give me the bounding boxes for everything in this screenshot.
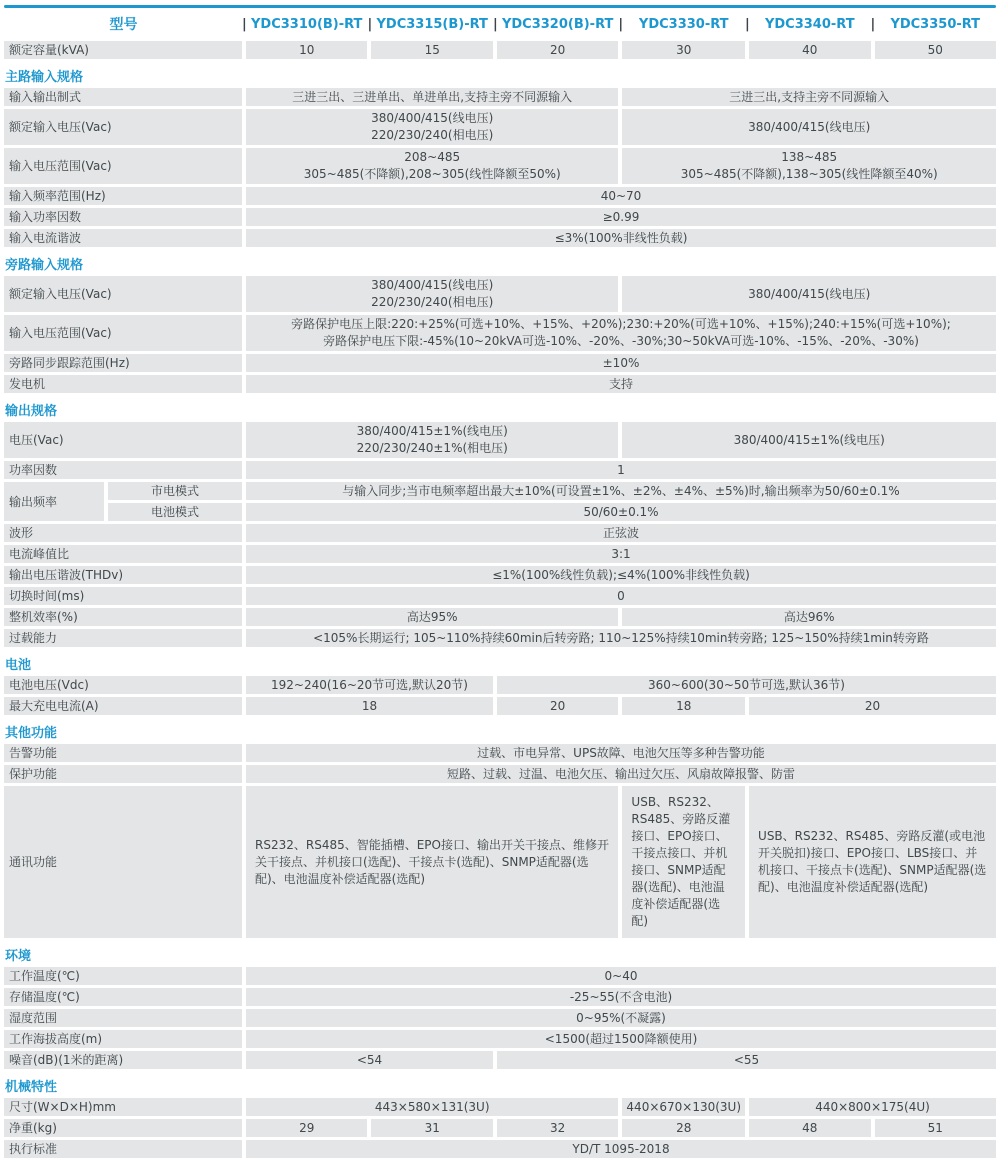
model-separator: | <box>492 17 498 32</box>
spec-value-cell: <1500(超过1500降额使用) <box>246 1030 996 1048</box>
spec-value-cell: 1 <box>246 461 996 479</box>
spec-value-cell: 28 <box>622 1119 745 1137</box>
spec-value-cell: 32 <box>497 1119 618 1137</box>
spec-value-cell: 0~95%(不凝露) <box>246 1009 996 1027</box>
spec-row-label: 净重(kg) <box>4 1119 242 1137</box>
model-separator: | <box>367 17 373 32</box>
model-header-cell <box>618 12 745 38</box>
spec-row-label: 工作温度(℃) <box>4 967 242 985</box>
spec-value-cell: 29 <box>246 1119 367 1137</box>
spec-row-label: 输入功率因数 <box>4 208 242 226</box>
spec-value-cell: YD/T 1095-2018 <box>246 1140 996 1158</box>
spec-row-label: 电池电压(Vdc) <box>4 676 242 694</box>
spec-value-cell: ≥0.99 <box>246 208 996 226</box>
spec-value-cell: 0~40 <box>246 967 996 985</box>
model-header-cell <box>745 12 870 38</box>
spec-value-cell: 40 <box>749 41 870 59</box>
spec-row-label: 噪音(dB)(1米的距离) <box>4 1051 242 1069</box>
spec-value-cell: ≤1%(100%线性负载);≤4%(100%非线性负载) <box>246 566 996 584</box>
spec-row-label: 整机效率(%) <box>4 608 242 626</box>
spec-value-cell: 50 <box>875 41 996 59</box>
spec-value-cell: 380/400/415(线电压) <box>622 109 996 145</box>
cell-line: 旁路保护电压上限:220:+25%(可选+10%、+15%、+20%);230:+20%(可选+10%、+15%);240:+15%(可选+10%); <box>291 317 951 331</box>
spec-table <box>4 12 996 1158</box>
model-separator: | <box>242 17 247 32</box>
spec-value-cell: 高达95% <box>246 608 618 626</box>
spec-value-cell: <54 <box>246 1051 493 1069</box>
spec-row-label: 功率因数 <box>4 461 242 479</box>
cell-line: 380/400/415(线电压) <box>371 111 494 125</box>
spec-row-label: 旁路同步跟踪范围(Hz) <box>4 354 242 372</box>
spec-value-cell: ±10% <box>246 354 996 372</box>
section-title: 主路输入规格 <box>4 62 996 85</box>
spec-row-label: 执行标准 <box>4 1140 242 1158</box>
spec-row-label: 切换时间(ms) <box>4 587 242 605</box>
model-name: YDC3350-RT <box>890 17 981 32</box>
spec-row-label: 输入电压范围(Vac) <box>4 148 242 184</box>
spec-value-cell <box>246 276 618 312</box>
spec-value-cell <box>246 315 996 351</box>
section-title: 旁路输入规格 <box>4 250 996 273</box>
spec-row-label: 最大充电电流(A) <box>4 697 242 715</box>
model-name: YDC3330-RT <box>638 17 729 32</box>
spec-value-cell: 20 <box>497 697 618 715</box>
spec-value-cell: 51 <box>875 1119 996 1137</box>
spec-value-cell: 50/60±0.1% <box>246 503 996 521</box>
model-header-cell <box>492 12 618 38</box>
spec-value-cell: 380/400/415±1%(线电压) <box>622 422 996 458</box>
spec-sub-label: 市电模式 <box>108 482 242 500</box>
spec-value-cell: 18 <box>622 697 745 715</box>
model-separator: | <box>870 17 876 32</box>
spec-row-label: 电压(Vac) <box>4 422 242 458</box>
model-separator: | <box>618 17 624 32</box>
spec-row-label: 输入频率范围(Hz) <box>4 187 242 205</box>
model-header-cell <box>367 12 492 38</box>
model-header-cell <box>242 12 367 38</box>
spec-value-cell: RS232、RS485、智能插槽、EPO接口、输出开关干接点、维修开关干接点、并机接口(选配)、干接点卡(选配)、SNMP适配器(选配)、电池温度补偿适配器(选配) <box>246 786 618 938</box>
spec-row-label: 输入电压范围(Vac) <box>4 315 242 351</box>
spec-value-cell: 三进三出,支持主旁不同源输入 <box>622 88 996 106</box>
spec-value-cell: <55 <box>497 1051 996 1069</box>
spec-value-cell: 正弦波 <box>246 524 996 542</box>
section-title: 机械特性 <box>4 1072 996 1095</box>
spec-value-cell: 440×670×130(3U) <box>622 1098 745 1116</box>
model-name: YDC3320(B)-RT <box>501 17 614 32</box>
spec-row-label: 额定输入电压(Vac) <box>4 109 242 145</box>
spec-value-cell <box>246 422 618 458</box>
spec-value-cell: USB、RS232、RS485、旁路反灌接口、EPO接口、干接点接口、并机接口、SNMP适配器(选配)、电池温度补偿适配器(选配) <box>622 786 745 938</box>
spec-value-cell: 过载、市电异常、UPS故障、电池欠压等多种告警功能 <box>246 744 996 762</box>
spec-row-label: 尺寸(W×D×H)mm <box>4 1098 242 1116</box>
cell-line: 220/230/240(相电压) <box>371 128 494 142</box>
spec-value-cell: <105%长期运行; 105~110%持续60min后转旁路; 110~125%持续10min转旁路; 125~150%持续1min转旁路 <box>246 629 996 647</box>
spec-value-cell: USB、RS232、RS485、旁路反灌(或电池开关脱扣)接口、EPO接口、LBS接口、并机接口、干接点卡(选配)、SNMP适配器(选配)、电池温度补偿适配器(选配) <box>749 786 996 938</box>
spec-value-cell: 360~600(30~50节可选,默认36节) <box>497 676 996 694</box>
cell-line: 220/230/240(相电压) <box>371 295 494 309</box>
spec-value-cell: 18 <box>246 697 493 715</box>
spec-row-label: 输入输出制式 <box>4 88 242 106</box>
spec-row-label: 输出频率 <box>4 482 104 521</box>
spec-value-cell: 31 <box>371 1119 492 1137</box>
top-accent-line <box>4 5 996 8</box>
spec-sub-label: 电池模式 <box>108 503 242 521</box>
spec-value-cell: 短路、过载、过温、电池欠压、输出过欠压、风扇故障报警、防雷 <box>246 765 996 783</box>
spec-value-cell <box>246 148 618 184</box>
spec-row-label: 告警功能 <box>4 744 242 762</box>
spec-value-cell <box>622 148 996 184</box>
spec-row-label: 存储温度(℃) <box>4 988 242 1006</box>
spec-value-cell: 440×800×175(4U) <box>749 1098 996 1116</box>
spec-value-cell: 48 <box>749 1119 870 1137</box>
spec-value-cell: 支持 <box>246 375 996 393</box>
spec-value-cell: 0 <box>246 587 996 605</box>
section-title: 电池 <box>4 650 996 673</box>
spec-value-cell: -25~55(不含电池) <box>246 988 996 1006</box>
spec-value-cell: 10 <box>246 41 367 59</box>
spec-value-cell: 高达96% <box>622 608 996 626</box>
cell-line: 208~485 <box>404 150 461 164</box>
spec-value-cell: 380/400/415(线电压) <box>622 276 996 312</box>
spec-row-label: 保护功能 <box>4 765 242 783</box>
spec-row-label: 发电机 <box>4 375 242 393</box>
cell-line: 220/230/240±1%(相电压) <box>356 441 508 455</box>
spec-value-cell <box>246 109 618 145</box>
cell-line: 305~485(不降额),138~305(线性降额至40%) <box>680 167 938 181</box>
model-name: YDC3310(B)-RT <box>251 17 363 32</box>
spec-value-cell: 192~240(16~20节可选,默认20节) <box>246 676 493 694</box>
spec-row-label: 波形 <box>4 524 242 542</box>
spec-row-label: 输出电压谐波(THDv) <box>4 566 242 584</box>
section-title: 环境 <box>4 941 996 964</box>
spec-row-label: 通讯功能 <box>4 786 242 938</box>
spec-value-cell: 与输入同步;当市电频率超出最大±10%(可设置±1%、±2%、±4%、±5%)时,输出频率为50/60±0.1% <box>246 482 996 500</box>
model-header-cell <box>870 12 996 38</box>
model-name: YDC3340-RT <box>764 17 855 32</box>
model-separator: | <box>745 17 750 32</box>
section-title: 输出规格 <box>4 396 996 419</box>
spec-value-cell: 40~70 <box>246 187 996 205</box>
spec-row-label: 额定输入电压(Vac) <box>4 276 242 312</box>
spec-value-cell: 20 <box>497 41 618 59</box>
spec-value-cell: 三进三出、三进单出、单进单出,支持主旁不同源输入 <box>246 88 618 106</box>
cell-line: 380/400/415(线电压) <box>371 278 494 292</box>
spec-value-cell: 443×580×131(3U) <box>246 1098 618 1116</box>
cell-line: 138~485 <box>781 150 838 164</box>
model-header-label: 型号 <box>4 12 242 38</box>
spec-row-label: 工作海拔高度(m) <box>4 1030 242 1048</box>
spec-value-cell: 30 <box>622 41 745 59</box>
model-name: YDC3315(B)-RT <box>376 17 488 32</box>
spec-row-label: 湿度范围 <box>4 1009 242 1027</box>
spec-value-cell: ≤3%(100%非线性负载) <box>246 229 996 247</box>
cell-line: 380/400/415±1%(线电压) <box>356 424 508 438</box>
spec-row-label: 电流峰值比 <box>4 545 242 563</box>
cell-line: 旁路保护电压下限:-45%(10~20kVA可选-10%、-20%、-30%;30~50kVA可选-10%、-15%、-20%、-30%) <box>323 334 919 348</box>
section-title: 其他功能 <box>4 718 996 741</box>
spec-row-label: 输入电流谐波 <box>4 229 242 247</box>
spec-row-label: 过载能力 <box>4 629 242 647</box>
spec-value-cell: 15 <box>371 41 492 59</box>
spec-value-cell: 3:1 <box>246 545 996 563</box>
spec-row-label: 额定容量(kVA) <box>4 41 242 59</box>
cell-line: 305~485(不降额),208~305(线性降额至50%) <box>303 167 561 181</box>
spec-value-cell: 20 <box>749 697 996 715</box>
